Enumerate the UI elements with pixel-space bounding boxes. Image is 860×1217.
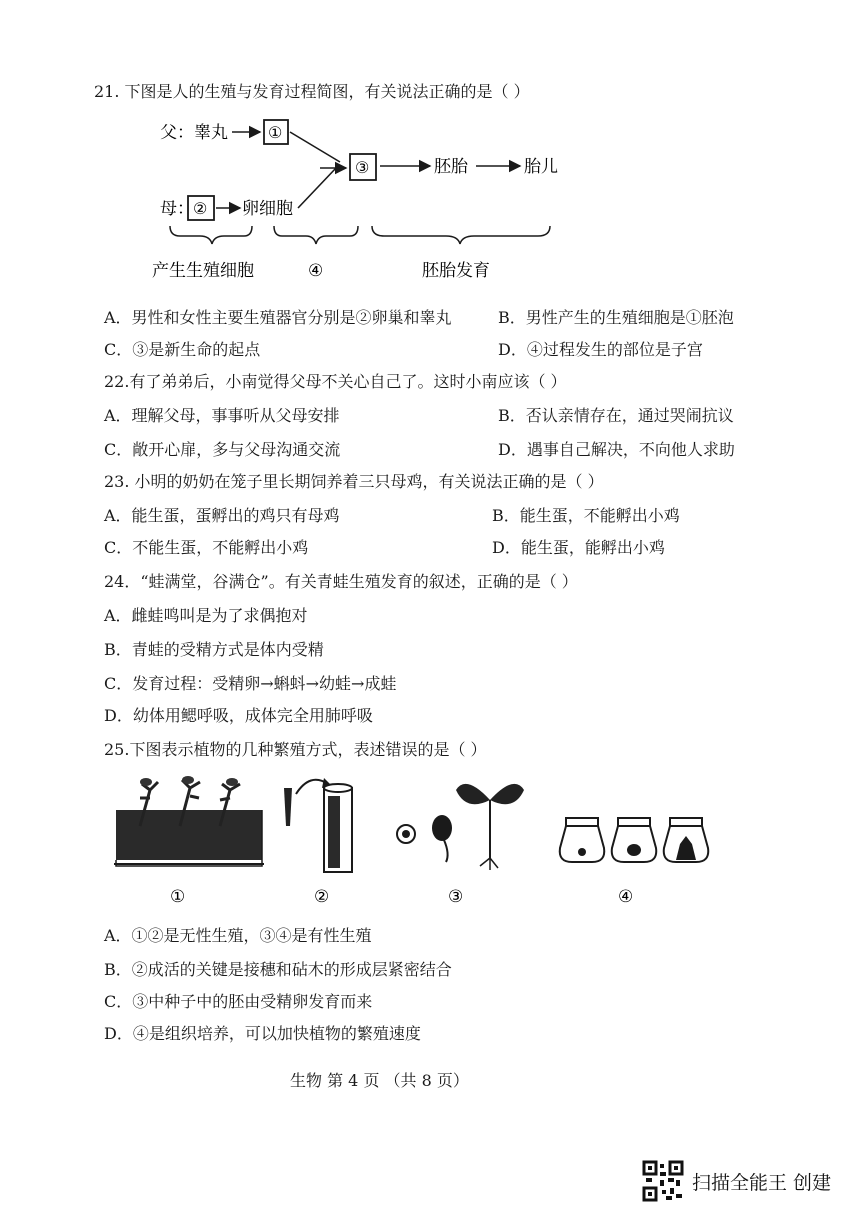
q24-option-c: C．发育过程：受精卵→蝌蚪→幼蛙→成蛙 <box>104 674 397 693</box>
q25-option-a: A．①②是无性生殖，③④是有性生殖 <box>104 926 372 945</box>
qr-code-icon <box>642 1160 684 1202</box>
father-label: 父：睾丸 <box>160 123 228 143</box>
q25-option-b: B．②成活的关键是接穗和砧木的形成层紧密结合 <box>104 960 452 979</box>
egg-label: 卵细胞 <box>242 199 293 219</box>
q23-stem: 23. 小明的奶奶在笼子里长期饲养着三只母鸡，有关说法正确的是（ ） <box>104 472 604 491</box>
q23-option-a: A．能生蛋，蛋孵出的鸡只有母鸡 <box>104 506 340 525</box>
mother-label: 母： <box>160 199 194 219</box>
q25-figure <box>110 770 710 910</box>
q21-option-c: C．③是新生命的起点 <box>104 340 261 359</box>
q21-option-a: A．男性和女性主要生殖器官分别是②卵巢和睾丸 <box>104 308 452 327</box>
q24-option-a: A．雌蛙鸣叫是为了求偶抱对 <box>104 606 308 625</box>
brace3-label: 胚胎发育 <box>422 261 490 281</box>
q25-option-d: D．④是组织培养，可以加快植物的繁殖速度 <box>104 1024 421 1043</box>
watermark-text: 扫描全能王 创建 <box>692 1171 832 1194</box>
figure-label-4: ④ <box>618 887 634 907</box>
page-footer: 生物 第 4 页 （共 8 页） <box>290 1071 469 1090</box>
fetus-label: 胎儿 <box>524 157 558 177</box>
q23-option-b: B．能生蛋，不能孵出小鸡 <box>492 506 680 525</box>
q22-option-b: B．否认亲情存在，通过哭闹抗议 <box>498 406 734 425</box>
tissue-culture-illustration <box>560 818 709 862</box>
q24-option-d: D．幼体用鳃呼吸，成体完全用肺呼吸 <box>104 706 373 725</box>
q25-option-c: C．③中种子中的胚由受精卵发育而来 <box>104 992 373 1011</box>
q22-option-c: C．敞开心扉，多与父母沟通交流 <box>104 440 341 459</box>
q21-option-d: D．④过程发生的部位是子宫 <box>498 340 703 359</box>
q22-option-d: D．遇事自己解决，不向他人求助 <box>498 440 735 459</box>
q24-stem: 24．“蛙满堂，谷满仓”。有关青蛙生殖发育的叙述，正确的是（ ） <box>104 572 578 591</box>
q25-stem: 25.下图表示植物的几种繁殖方式，表述错误的是（ ） <box>104 740 487 759</box>
q23-option-d: D．能生蛋，能孵出小鸡 <box>492 538 665 557</box>
q21-diagram <box>140 108 580 298</box>
brace1-label: 产生生殖细胞 <box>152 261 254 281</box>
box-1: ① <box>268 123 283 142</box>
box-3: ③ <box>355 158 370 177</box>
q22-option-a: A．理解父母，事事听从父母安排 <box>104 406 340 425</box>
cutting-illustration <box>114 776 264 866</box>
embryo-label: 胚胎 <box>434 157 468 177</box>
figure-label-2: ② <box>314 887 330 907</box>
brace2-label: ④ <box>308 261 324 281</box>
seed-illustration <box>397 784 524 870</box>
q21-stem: 21. 下图是人的生殖与发育过程简图，有关说法正确的是（ ） <box>94 82 530 101</box>
q23-option-c: C．不能生蛋，不能孵出小鸡 <box>104 538 309 557</box>
figure-label-3: ③ <box>448 887 464 907</box>
q21-option-b: B．男性产生的生殖细胞是①胚泡 <box>498 308 734 327</box>
figure-label-1: ① <box>170 887 186 907</box>
box-2: ② <box>193 199 208 218</box>
q24-option-b: B．青蛙的受精方式是体内受精 <box>104 640 324 659</box>
grafting-illustration <box>284 778 352 872</box>
q22-stem: 22.有了弟弟后，小南觉得父母不关心自己了。这时小南应该（ ） <box>104 372 567 391</box>
scanner-watermark <box>642 1160 831 1202</box>
